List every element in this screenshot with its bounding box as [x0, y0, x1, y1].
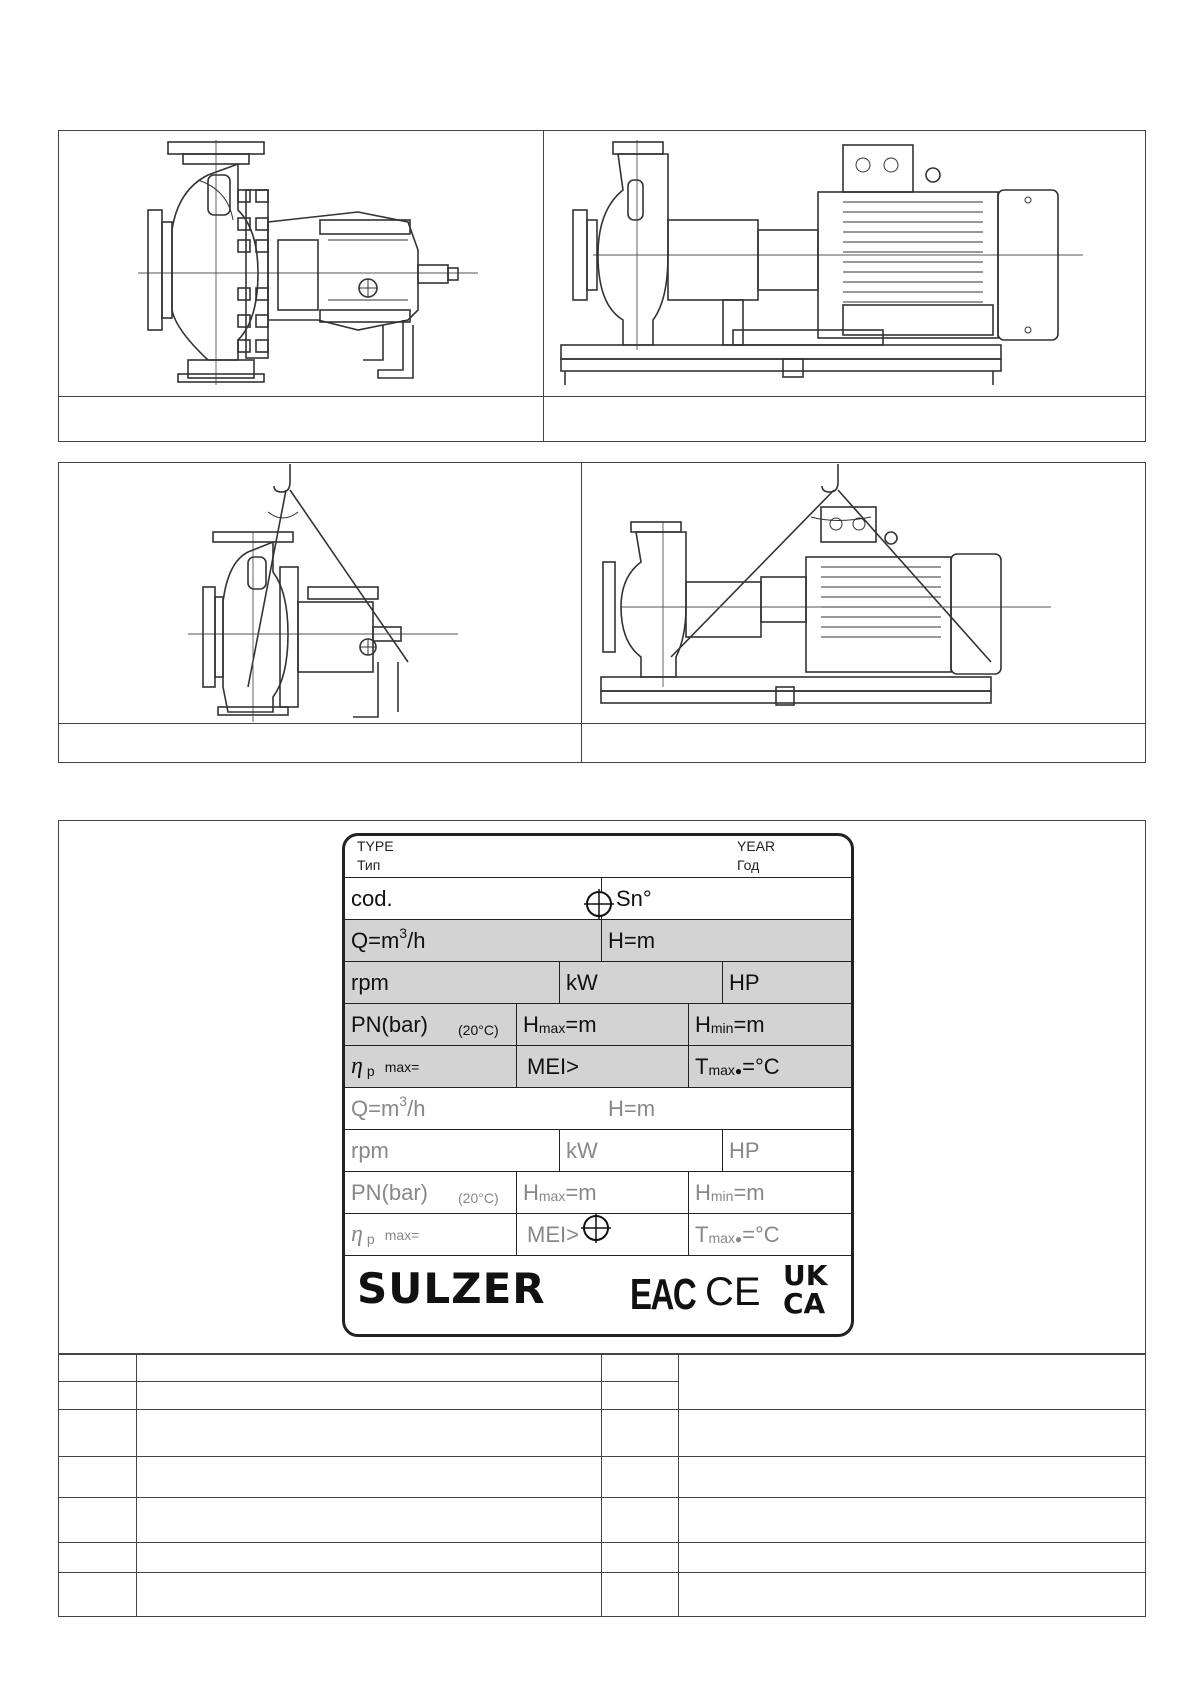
hmin-sub-2: min	[710, 1187, 734, 1204]
code-cell	[345, 878, 602, 919]
nameplate-brand-row	[345, 1256, 851, 1334]
head-label: H=m	[608, 927, 656, 953]
hmax-h-2: H	[523, 1179, 539, 1205]
nameplate-flow-row-2	[345, 1088, 851, 1130]
nameplate-flow-row	[345, 920, 851, 962]
table-row	[59, 1457, 1146, 1498]
pn-cell	[345, 1004, 517, 1045]
hmax-value: =m	[565, 1011, 597, 1037]
eta-cell-2	[345, 1214, 517, 1255]
head-cell-2	[602, 1088, 854, 1129]
hmin-value: =m	[733, 1011, 765, 1037]
kw-cell-2	[560, 1130, 723, 1171]
kw-label-2: kW	[566, 1137, 598, 1163]
hmin-h-2: H	[695, 1179, 711, 1205]
pn-label-2: PN(bar)	[351, 1179, 429, 1205]
lifting-drawing-2	[581, 462, 1146, 724]
lifting-drawing-1	[58, 462, 582, 724]
table-row	[59, 1498, 1146, 1542]
mei-cell	[517, 1046, 689, 1087]
nameplate-header-row	[345, 836, 851, 878]
hp-label-2: HP	[729, 1137, 760, 1163]
eta-symbol: η	[351, 1053, 363, 1079]
legend-table	[58, 1354, 1146, 1617]
head-label-2: H=m	[608, 1095, 656, 1121]
mei-label-2: MEI>	[527, 1221, 579, 1247]
kw-label: kW	[566, 969, 598, 995]
flow-superscript-2: 3	[399, 1092, 408, 1109]
pn-temp: (20°C)	[458, 1021, 499, 1038]
ukca-mark-bottom: CA	[783, 1287, 826, 1320]
hmin-cell	[689, 1004, 853, 1045]
table-row	[59, 1409, 1146, 1456]
pump-drawing-2	[543, 130, 1146, 397]
pn-cell-2	[345, 1172, 517, 1213]
nameplate-efficiency-row	[345, 1046, 851, 1088]
type-label: TYPE	[357, 838, 394, 854]
hp-label: HP	[729, 969, 760, 995]
rpm-label: rpm	[351, 969, 389, 995]
tmax-t: T	[695, 1053, 709, 1079]
flow-unit-2: /h	[407, 1095, 426, 1121]
flow-cell-2	[345, 1088, 602, 1129]
rpm-cell-2	[345, 1130, 560, 1171]
flow-unit: /h	[407, 927, 426, 953]
eac-mark: EAC	[630, 1270, 696, 1319]
pn-temp-2: (20°C)	[458, 1189, 499, 1206]
rpm-cell	[345, 962, 560, 1003]
serial-label: Sn°	[616, 885, 652, 911]
head-cell	[602, 920, 854, 961]
hmax-h: H	[523, 1011, 539, 1037]
hmax-sub-2: max	[538, 1187, 566, 1204]
hp-cell	[723, 962, 853, 1003]
pn-label: PN(bar)	[351, 1011, 429, 1037]
crosshair-icon	[581, 1213, 611, 1243]
figure-caption-4	[581, 723, 1146, 763]
eta-p: p	[366, 1062, 375, 1079]
hmin-value-2: =m	[733, 1179, 765, 1205]
year-label-ru: Год	[737, 857, 760, 873]
eta-max-label: max=	[384, 1058, 420, 1075]
table-row	[59, 1355, 1146, 1382]
hmax-value-2: =m	[565, 1179, 597, 1205]
kw-cell	[560, 962, 723, 1003]
flow-superscript: 3	[399, 924, 408, 941]
figure-caption-2	[543, 396, 1146, 442]
flow-label-2: Q=m	[351, 1095, 400, 1121]
hmax-cell	[517, 1004, 689, 1045]
hmin-cell-2	[689, 1172, 853, 1213]
rpm-label-2: rpm	[351, 1137, 389, 1163]
tmax-value: =°C	[742, 1053, 780, 1079]
table-row	[59, 1572, 1146, 1616]
flow-cell	[345, 920, 602, 961]
nameplate-pressure-row	[345, 1004, 851, 1046]
pump-drawing-1	[58, 130, 544, 397]
hmax-cell-2	[517, 1172, 689, 1213]
ce-mark: CE	[705, 1270, 761, 1314]
eta-cell	[345, 1046, 517, 1087]
tmax-cell	[689, 1046, 853, 1087]
tmax-t-2: T	[695, 1221, 709, 1247]
sulzer-logo: SULZER	[357, 1264, 546, 1313]
nameplate-speed-row	[345, 962, 851, 1004]
hmin-h: H	[695, 1011, 711, 1037]
nameplate-speed-row-2	[345, 1130, 851, 1172]
ukca-mark-top: UK	[783, 1259, 828, 1292]
hp-cell-2	[723, 1130, 853, 1171]
hmax-sub: max	[538, 1019, 566, 1036]
tmax-value-2: =°C	[742, 1221, 780, 1247]
drop-icon-2: ●	[734, 1231, 743, 1246]
mei-label: MEI>	[527, 1053, 579, 1079]
type-label-ru: Тип	[357, 857, 381, 873]
flow-label: Q=m	[351, 927, 400, 953]
year-label: YEAR	[737, 838, 776, 854]
table-row	[59, 1542, 1146, 1572]
code-label: cod.	[351, 885, 393, 911]
eta-p-2: p	[366, 1230, 375, 1247]
eta-max-label-2: max=	[384, 1226, 420, 1243]
eta-symbol-2: η	[351, 1221, 363, 1247]
crosshair-icon	[584, 889, 614, 919]
figure-caption-1	[58, 396, 544, 442]
figure-caption-3	[58, 723, 582, 763]
tmax-sub: max	[708, 1061, 735, 1078]
drop-icon: ●	[734, 1063, 743, 1078]
tmax-cell-2	[689, 1214, 853, 1255]
tmax-sub-2: max	[708, 1229, 735, 1246]
nameplate-pressure-row-2	[345, 1172, 851, 1214]
serial-cell	[602, 878, 854, 919]
hmin-sub: min	[710, 1019, 734, 1036]
